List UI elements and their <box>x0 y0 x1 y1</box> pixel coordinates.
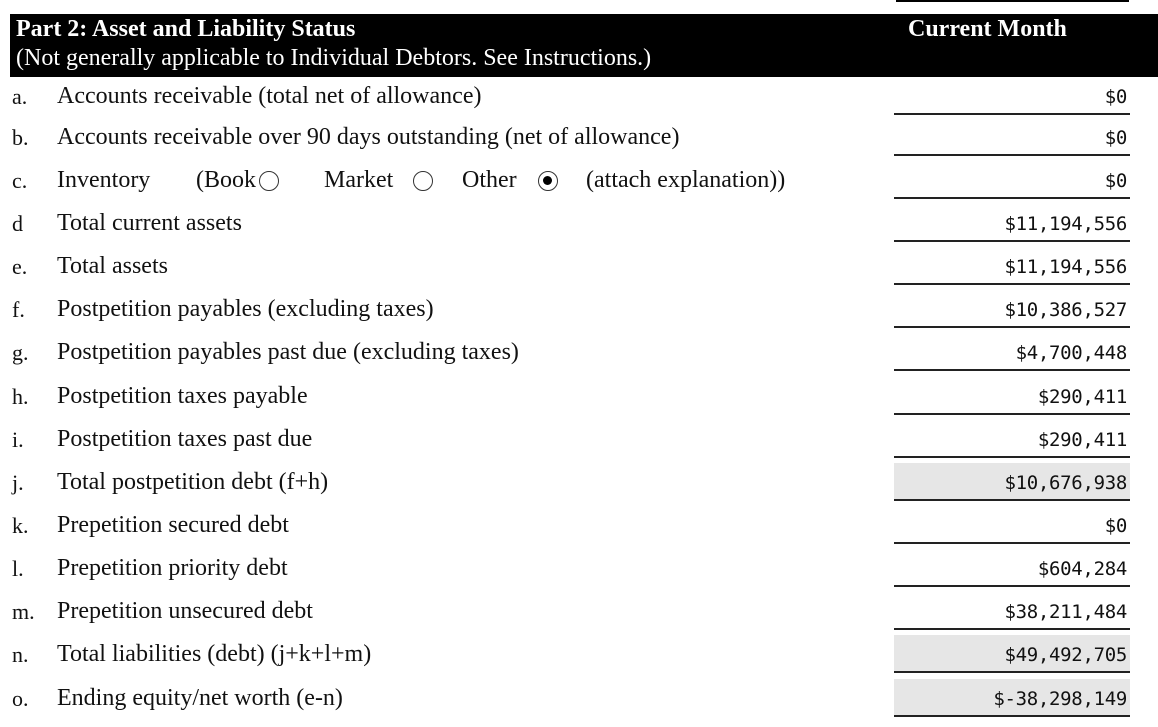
row-label: Accounts receivable over 90 days outstanding (net of allowance) <box>57 124 680 150</box>
table-row <box>0 463 1158 505</box>
row-label: Total assets <box>57 253 168 279</box>
row-label: Postpetition taxes payable <box>57 383 308 409</box>
row-letter: o. <box>12 686 29 711</box>
table-row <box>0 592 1158 634</box>
table-row <box>0 290 1158 332</box>
current-month-value-field[interactable]: $0 <box>894 118 1130 156</box>
current-month-value-field[interactable]: $0 <box>894 161 1130 199</box>
current-month-value-field[interactable]: $49,492,705 <box>894 635 1130 673</box>
inventory-option-book-label: (Book <box>196 167 256 193</box>
current-month-value-field[interactable]: $4,700,448 <box>894 333 1130 371</box>
column-header-current-month: Current Month <box>908 16 1067 42</box>
row-label: Ending equity/net worth (e-n) <box>57 685 343 711</box>
top-rule <box>896 0 1129 2</box>
table-row <box>0 77 1158 119</box>
table-row <box>0 333 1158 375</box>
table-row <box>0 506 1158 548</box>
section-subtitle: (Not generally applicable to Individual Debtors. See Instructions.) <box>16 45 652 71</box>
section-header <box>10 14 1158 77</box>
section-title: Part 2: Asset and Liability Status <box>16 16 356 42</box>
current-month-value-field[interactable]: $10,676,938 <box>894 463 1130 501</box>
row-label: Accounts receivable (total net of allowance) <box>57 83 482 109</box>
row-letter: n. <box>12 642 29 667</box>
inventory-explanation-note: (attach explanation)) <box>586 167 786 193</box>
row-letter: e. <box>12 254 28 279</box>
table-row <box>0 549 1158 591</box>
row-label: Total current assets <box>57 210 242 236</box>
inventory-other-radio[interactable] <box>538 171 558 191</box>
row-label: Inventory <box>57 167 151 193</box>
row-label: Prepetition unsecured debt <box>57 598 313 624</box>
inventory-book-radio[interactable] <box>259 171 279 191</box>
table-row <box>0 161 1158 203</box>
row-letter: h. <box>12 384 29 409</box>
inventory-market-radio[interactable] <box>413 171 433 191</box>
current-month-value-field[interactable]: $290,411 <box>894 377 1130 415</box>
current-month-value-field[interactable]: $11,194,556 <box>894 204 1130 242</box>
current-month-value-field[interactable]: $-38,298,149 <box>894 679 1130 717</box>
table-row <box>0 420 1158 462</box>
row-label: Prepetition priority debt <box>57 555 288 581</box>
table-row <box>0 377 1158 419</box>
row-letter: l. <box>12 556 24 581</box>
inventory-option-market-label: Market <box>324 167 394 193</box>
row-letter: m. <box>12 599 35 624</box>
row-letter: c. <box>12 168 28 193</box>
row-letter: b. <box>12 125 29 150</box>
current-month-value-field[interactable]: $290,411 <box>894 420 1130 458</box>
table-row <box>0 635 1158 677</box>
current-month-value-field[interactable]: $0 <box>894 506 1130 544</box>
row-letter: f. <box>12 297 25 322</box>
table-row <box>0 118 1158 160</box>
current-month-value-field[interactable]: $11,194,556 <box>894 247 1130 285</box>
row-letter: a. <box>12 84 28 109</box>
row-label: Postpetition taxes past due <box>57 426 313 452</box>
row-letter: g. <box>12 340 29 365</box>
current-month-value-field[interactable]: $0 <box>894 77 1130 115</box>
row-label: Postpetition payables past due (excluding taxes) <box>57 339 519 365</box>
inventory-option-other-label: Other <box>462 167 517 193</box>
row-letter: j. <box>12 470 24 495</box>
row-letter: d <box>12 211 23 236</box>
table-row <box>0 679 1158 721</box>
current-month-value-field[interactable]: $10,386,527 <box>894 290 1130 328</box>
table-row <box>0 204 1158 246</box>
row-label: Total postpetition debt (f+h) <box>57 469 329 495</box>
row-label: Prepetition secured debt <box>57 512 289 538</box>
table-row <box>0 247 1158 289</box>
row-label: Postpetition payables (excluding taxes) <box>57 296 434 322</box>
current-month-value-field[interactable]: $38,211,484 <box>894 592 1130 630</box>
row-letter: i. <box>12 427 24 452</box>
current-month-value-field[interactable]: $604,284 <box>894 549 1130 587</box>
row-letter: k. <box>12 513 29 538</box>
row-label: Total liabilities (debt) (j+k+l+m) <box>57 641 372 667</box>
